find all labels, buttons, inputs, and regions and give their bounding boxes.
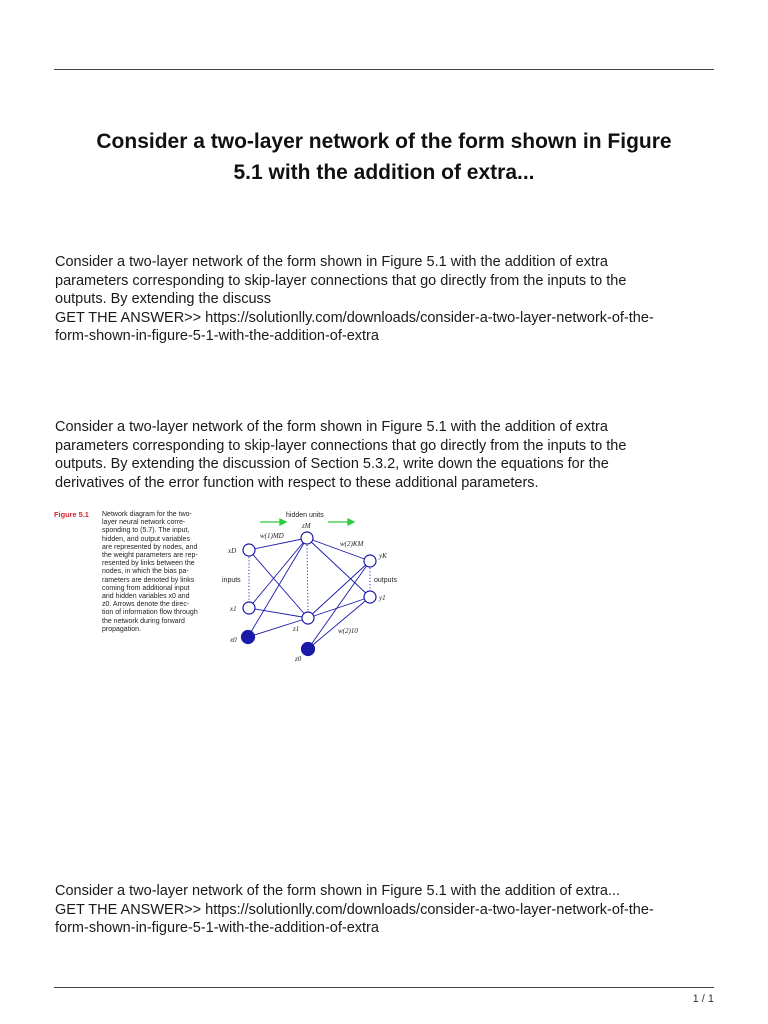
bottom-rule — [54, 987, 714, 988]
inputs-label: inputs — [222, 577, 241, 584]
caption-line: Network diagram for the two- — [102, 511, 192, 518]
weight-label-1: w(1)MD — [260, 532, 284, 540]
label-x1: x1 — [230, 605, 237, 613]
footer-paragraph — [55, 882, 715, 938]
node-xD — [243, 544, 255, 556]
caption-line: coming from additional input — [102, 584, 190, 592]
title-line: 5.1 with the addition of extra... — [233, 161, 535, 184]
label-zM: zM — [302, 522, 311, 530]
label-y1: y1 — [379, 594, 386, 602]
caption-line: the network during forward — [102, 617, 185, 625]
answer-link-line: form-shown-in-figure-5-1-with-the-addition-of-extra — [55, 328, 379, 344]
link-z1-yK — [308, 561, 370, 618]
text-line: outputs. By extending the discuss — [55, 291, 272, 307]
outputs-label: outputs — [374, 577, 397, 584]
label-yK: yK — [379, 552, 387, 560]
node-x1 — [243, 602, 255, 614]
caption-line: z0. Arrows denote the direc- — [102, 601, 190, 609]
node-x0-bias — [242, 631, 255, 644]
link-z1-y1 — [308, 597, 370, 618]
caption-line: are represented by nodes, and — [102, 543, 198, 551]
caption-line: resented by links between the — [102, 560, 195, 568]
label-xD: xD — [228, 547, 237, 555]
hidden-units-label: hidden units — [286, 512, 324, 519]
answer-link-line: GET THE ANSWER>> https://solutionlly.com/downloads/consider-a-two-layer-network-of-the- — [55, 901, 654, 918]
caption-line: nodes, in which the bias pa- — [102, 568, 189, 576]
caption-line: layer neural network corre- — [102, 519, 186, 527]
top-rule — [54, 69, 714, 70]
caption-line: tion of information flow through — [102, 609, 198, 617]
hidden-dots — [307, 545, 308, 611]
weight-label-3: w(2)10 — [338, 627, 358, 635]
answer-link-line: GET THE ANSWER>> https://solutionlly.com/downloads/consider-a-two-layer-network-of-the- — [55, 309, 654, 326]
caption-line: rameters are denoted by links — [102, 576, 195, 584]
label-x0: x0 — [230, 636, 237, 644]
figure-5-1 — [52, 504, 402, 666]
label-z1: z1 — [293, 625, 300, 633]
text-line: parameters corresponding to skip-layer connections that go directly from the inputs to the — [55, 437, 627, 454]
page-title — [54, 126, 714, 188]
text-line: derivatives of the error function with respect to these additional parameters. — [55, 474, 539, 491]
text-line: outputs. By extending the discussion of Section 5.3.2, write down the equations for the — [55, 456, 609, 472]
intro-paragraph — [55, 253, 715, 346]
text-line: Consider a two-layer network of the form shown in Figure 5.1 with the addition of extra — [55, 419, 608, 435]
text-line: Consider a two-layer network of the form shown in Figure 5.1 with the addition of extra... — [55, 883, 620, 899]
text-line: Consider a two-layer network of the form shown in Figure 5.1 with the addition of extra — [55, 254, 608, 270]
caption-line: the weight parameters are rep- — [102, 552, 198, 560]
label-z0: z0 — [295, 655, 302, 663]
node-zM — [301, 532, 313, 544]
caption-line: sponding to (5.7). The input, — [102, 527, 190, 535]
link-x1-z1 — [249, 608, 308, 618]
page-indicator: 1 / 1 — [692, 993, 714, 1005]
caption-line: hidden, and output variables — [102, 535, 190, 543]
node-z1 — [302, 612, 314, 624]
nodes — [242, 532, 377, 656]
network-diagram — [222, 504, 402, 666]
title-line: Consider a two-layer network of the form shown in Figure — [96, 130, 672, 153]
answer-link-line: form-shown-in-figure-5-1-with-the-addition-of-extra — [55, 920, 379, 936]
arrow-right-head — [348, 519, 354, 525]
figure-label: Figure 5.1 — [54, 510, 89, 519]
link-xD-z1 — [249, 550, 308, 618]
arrow-left-head — [280, 519, 286, 525]
node-y1 — [364, 591, 376, 603]
node-yK — [364, 555, 376, 567]
caption-line: propagation. — [102, 625, 141, 633]
link-x0-zM — [248, 538, 307, 637]
node-z0-bias — [302, 643, 315, 656]
caption-line: and hidden variables x0 and — [102, 593, 190, 601]
question-paragraph — [55, 418, 715, 492]
text-line: parameters corresponding to skip-layer connections that go directly from the inputs to the — [55, 272, 627, 289]
figure-caption-text — [102, 511, 214, 634]
weight-label-2: w(2)KM — [340, 540, 364, 548]
